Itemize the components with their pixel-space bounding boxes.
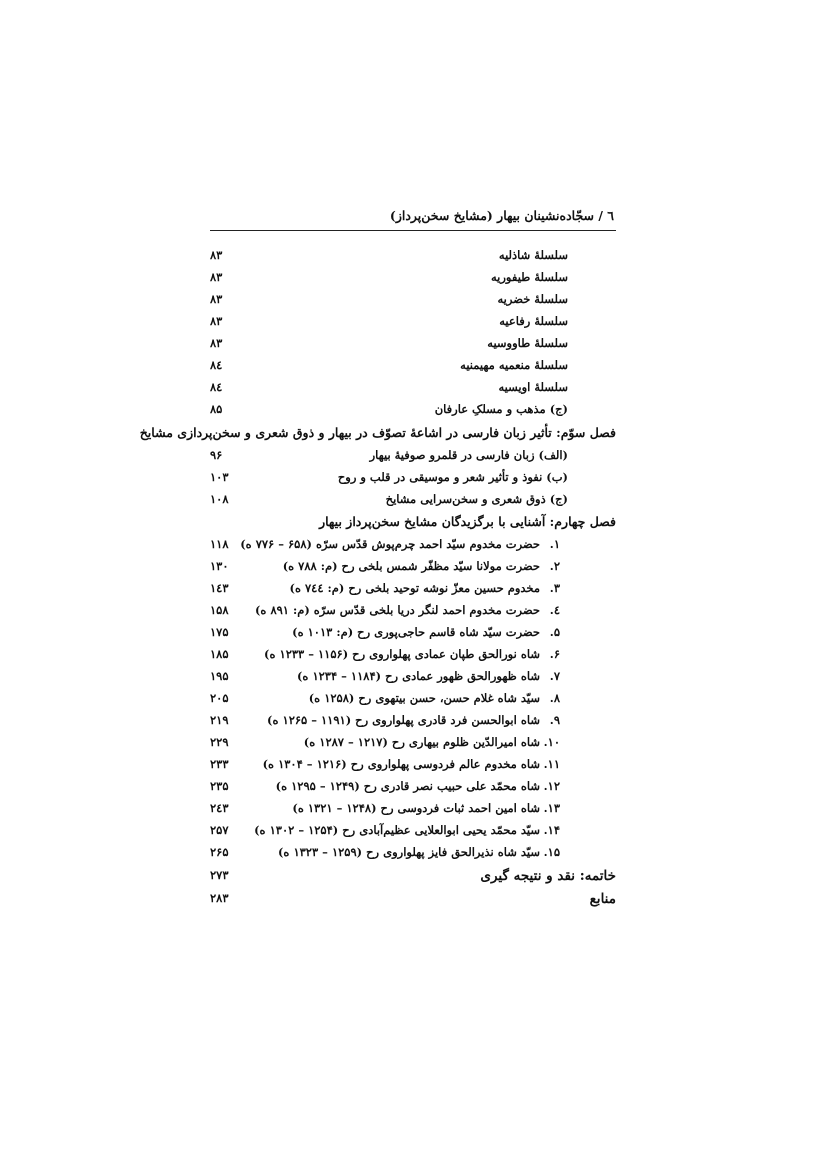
toc-entry-number: ۶. xyxy=(549,647,560,661)
toc-entry-title: حضرت مخدوم سیّد احمد چرم‌پوش قدّس سرّه (۶۵۸ – ۷۷۶ ه) xyxy=(240,537,540,551)
toc-entry-page: ۲۳۵ xyxy=(210,779,229,793)
toc-entry-title: شاه نورالحق طپان عمادی پهلواروی رح (۱۱۵۶ – ۱۲۳۳ ه) xyxy=(264,647,540,661)
toc-entry[interactable] xyxy=(210,446,616,468)
toc-chapter-title: فصل سوّم: تأثیر زبان فارسی در اشاعهٔ تصوّف در بیهار و ذوق شعری و سخن‌پردازی مشایخ xyxy=(139,425,616,440)
toc-entry[interactable] xyxy=(210,889,616,911)
toc-entry[interactable] xyxy=(210,490,616,512)
toc-entry-page: ۲۳۳ xyxy=(210,757,229,771)
toc-entry-page: ۱۰۸ xyxy=(210,492,229,506)
toc-entry-title: سیّد محمّد یحیی ابوالعلایی عظیم‌آبادی رح (۱۲۵۴ – ۱۳۰۲ ه) xyxy=(254,823,540,837)
toc-entry-number: ٤. xyxy=(549,603,560,617)
toc-entry[interactable] xyxy=(210,378,616,400)
toc-entry-page: ۱۵۸ xyxy=(210,603,229,617)
toc-entry[interactable] xyxy=(210,601,616,623)
toc-entry-page: ۲۱۹ xyxy=(210,713,229,727)
toc-entry[interactable] xyxy=(210,468,616,490)
toc-entry-title: سیّد شاه غلام حسن، حسن بیتهوی رح (۱۲۵۸ ه) xyxy=(308,691,540,705)
toc-entry-page: ۲۲۹ xyxy=(210,735,229,749)
toc-entry[interactable] xyxy=(210,799,616,821)
toc-entry[interactable] xyxy=(210,866,616,888)
toc-entry-title: حضرت مولانا سیّد مظفّر شمس بلخی رح (م: ۷۸۸ ه) xyxy=(282,559,540,573)
toc-entry-title: مخدوم حسین معزّ نوشه توحید بلخی رح (م: ۷٤٤ ه) xyxy=(289,581,540,595)
toc-entry[interactable] xyxy=(210,246,616,268)
toc-entry[interactable] xyxy=(210,557,616,579)
toc-entry-title: سلسلهٔ طاووسیه xyxy=(487,336,568,350)
toc-entry-number: ۹. xyxy=(549,713,560,727)
toc-entry[interactable] xyxy=(210,667,616,689)
toc-entry-title: سلسلهٔ خضریه xyxy=(497,292,568,306)
toc-entry-title: حضرت مخدوم احمد لنگر دریا بلخی قدّس سرّه (م: ۸۹۱ ه) xyxy=(254,603,540,617)
toc-entry-title: شاه مخدوم عالم فردوسی پهلواروی رح (۱۲۱۶ – ۱۳۰۴ ه) xyxy=(262,757,540,771)
toc-entry-page: ۸۳ xyxy=(210,314,223,328)
toc-chapter-title: فصل چهارم: آشنایی با برگزیدگان مشایخ سخن‌پرداز بیهار xyxy=(319,514,616,529)
toc-entry-title: سلسلهٔ طیفوریه xyxy=(491,270,568,284)
toc-entry-page: ۲۵۷ xyxy=(210,823,229,837)
toc-entry-title: شاه امین احمد ثبات فردوسی رح (۱۲۴۸ – ۱۳۲۱ ه) xyxy=(292,801,540,815)
toc-entry-number: ۱۵. xyxy=(543,845,560,859)
toc-entry-page: ۲۷۳ xyxy=(210,868,229,882)
toc-entry-number: ۱۰. xyxy=(543,735,560,749)
toc-entry[interactable] xyxy=(210,356,616,378)
toc-entry-number: ۱۳. xyxy=(543,801,560,815)
toc-entry-number: ۷. xyxy=(549,669,560,683)
toc-entry-page: ۸۳ xyxy=(210,292,223,306)
toc-entry-page: ۱۱۸ xyxy=(210,537,229,551)
toc-entry-page: ۱۹۵ xyxy=(210,669,229,683)
toc-entry-page: ۱۸۵ xyxy=(210,647,229,661)
toc-entry-title: (ج) ذوق شعری و سخن‌سرایی مشایخ xyxy=(385,492,568,506)
toc-entry-title: سلسلهٔ منعمیه مهیمنیه xyxy=(460,358,568,372)
toc-entry[interactable] xyxy=(210,777,616,799)
toc-entry-number: ۱. xyxy=(549,537,560,551)
toc-entry-number: ۱۴. xyxy=(543,823,560,837)
toc-entry-page: ۸۳ xyxy=(210,270,223,284)
toc-entry-number: ۱۱. xyxy=(543,757,560,771)
toc-entry-title: (ج) مذهب و مسلکِ عارفان xyxy=(434,402,568,416)
toc-entry[interactable] xyxy=(210,400,616,422)
toc-entry-title: سیّد شاه نذیرالحق فایز پهلواروی رح (۱۲۵۹ – ۱۳۲۳ ه) xyxy=(277,845,540,859)
toc-entry[interactable] xyxy=(210,733,616,755)
running-header-title: ٦ / سجّاده‌نشینان بیهار (مشایخ سخن‌پرداز) xyxy=(389,208,614,223)
toc-entry-title: سلسلهٔ شاذلیه xyxy=(498,248,568,262)
toc-entry-page: ۱۷۵ xyxy=(210,625,229,639)
toc-entry-title: خاتمه: نقد و نتیجه گیری xyxy=(480,868,616,884)
toc-entry[interactable] xyxy=(210,755,616,777)
toc-entry[interactable] xyxy=(210,645,616,667)
toc-entry-page: ۲٤۳ xyxy=(210,801,229,815)
toc-entry[interactable] xyxy=(210,312,616,334)
toc-entry[interactable] xyxy=(210,579,616,601)
toc-entry-page: ۱٤۳ xyxy=(210,581,229,595)
toc-entry-page: ۱۰۳ xyxy=(210,470,229,484)
toc-entry[interactable] xyxy=(210,689,616,711)
toc-entry-title: (الف) زبان فارسی در قلمرو صوفیهٔ بیهار xyxy=(369,448,568,462)
toc-entry-page: ۲۰۵ xyxy=(210,691,229,705)
toc-entry[interactable] xyxy=(210,535,616,557)
toc-entry-number: ۱۲. xyxy=(543,779,560,793)
toc-entry[interactable] xyxy=(210,268,616,290)
toc-entry-page: ۸٤ xyxy=(210,358,223,372)
toc-entry-page: ۸۳ xyxy=(210,336,223,350)
toc-entry-page: ۱۳۰ xyxy=(210,559,229,573)
toc-entry-page: ۹۶ xyxy=(210,448,223,462)
toc-entry[interactable] xyxy=(210,821,616,843)
toc-chapter-heading[interactable] xyxy=(210,512,616,534)
toc-entry-page: ۸٤ xyxy=(210,380,223,394)
toc-entry-title: (ب) نفوذ و تأثیر شعر و موسیقی در قلب و روح xyxy=(337,470,568,484)
toc-entry-title: شاه ظهورالحق ظهور عمادی رح (۱۱۸۴ – ۱۲۳۴ ه) xyxy=(296,669,540,683)
toc-entry-page: ۸۵ xyxy=(210,402,223,416)
toc-entry-title: سلسلهٔ اویسیه xyxy=(498,380,568,394)
toc-chapter-heading[interactable] xyxy=(139,423,616,445)
toc-entry-title: شاه محمّد علی حبیب نصر قادری رح (۱۲۴۹ – ۱۲۹۵ ه) xyxy=(275,779,540,793)
toc-entry-page: ۲۸۳ xyxy=(210,891,229,905)
toc-entry-number: ۵. xyxy=(549,625,560,639)
toc-entry-title: منابع xyxy=(589,891,616,907)
toc-entry-title: حضرت سیّد شاه قاسم حاجی‌پوری رح (م: ۱۰۱۳ ه) xyxy=(292,625,540,639)
toc-entry-title: سلسلهٔ رفاعیه xyxy=(499,314,568,328)
toc-entry-title: شاه امیرالدّین ظلوم بیهاری رح (۱۲۱۷ – ۱۲۸۷ ه) xyxy=(303,735,540,749)
toc-entry-number: ۲. xyxy=(549,559,560,573)
toc-entry-page: ۲۶۵ xyxy=(210,845,229,859)
toc-entry[interactable] xyxy=(210,843,616,865)
toc-entry-number: ۳. xyxy=(549,581,560,595)
toc-entry-page: ۸۳ xyxy=(210,248,223,262)
toc-entry[interactable] xyxy=(210,711,616,733)
toc-entry-number: ۸. xyxy=(549,691,560,705)
toc-entry-title: شاه ابوالحسن فرد قادری پهلواروی رح (۱۱۹۱ – ۱۲۶۵ ه) xyxy=(267,713,540,727)
toc-entry[interactable] xyxy=(210,334,616,356)
toc-entry[interactable] xyxy=(210,623,616,645)
toc-entry[interactable] xyxy=(210,290,616,312)
